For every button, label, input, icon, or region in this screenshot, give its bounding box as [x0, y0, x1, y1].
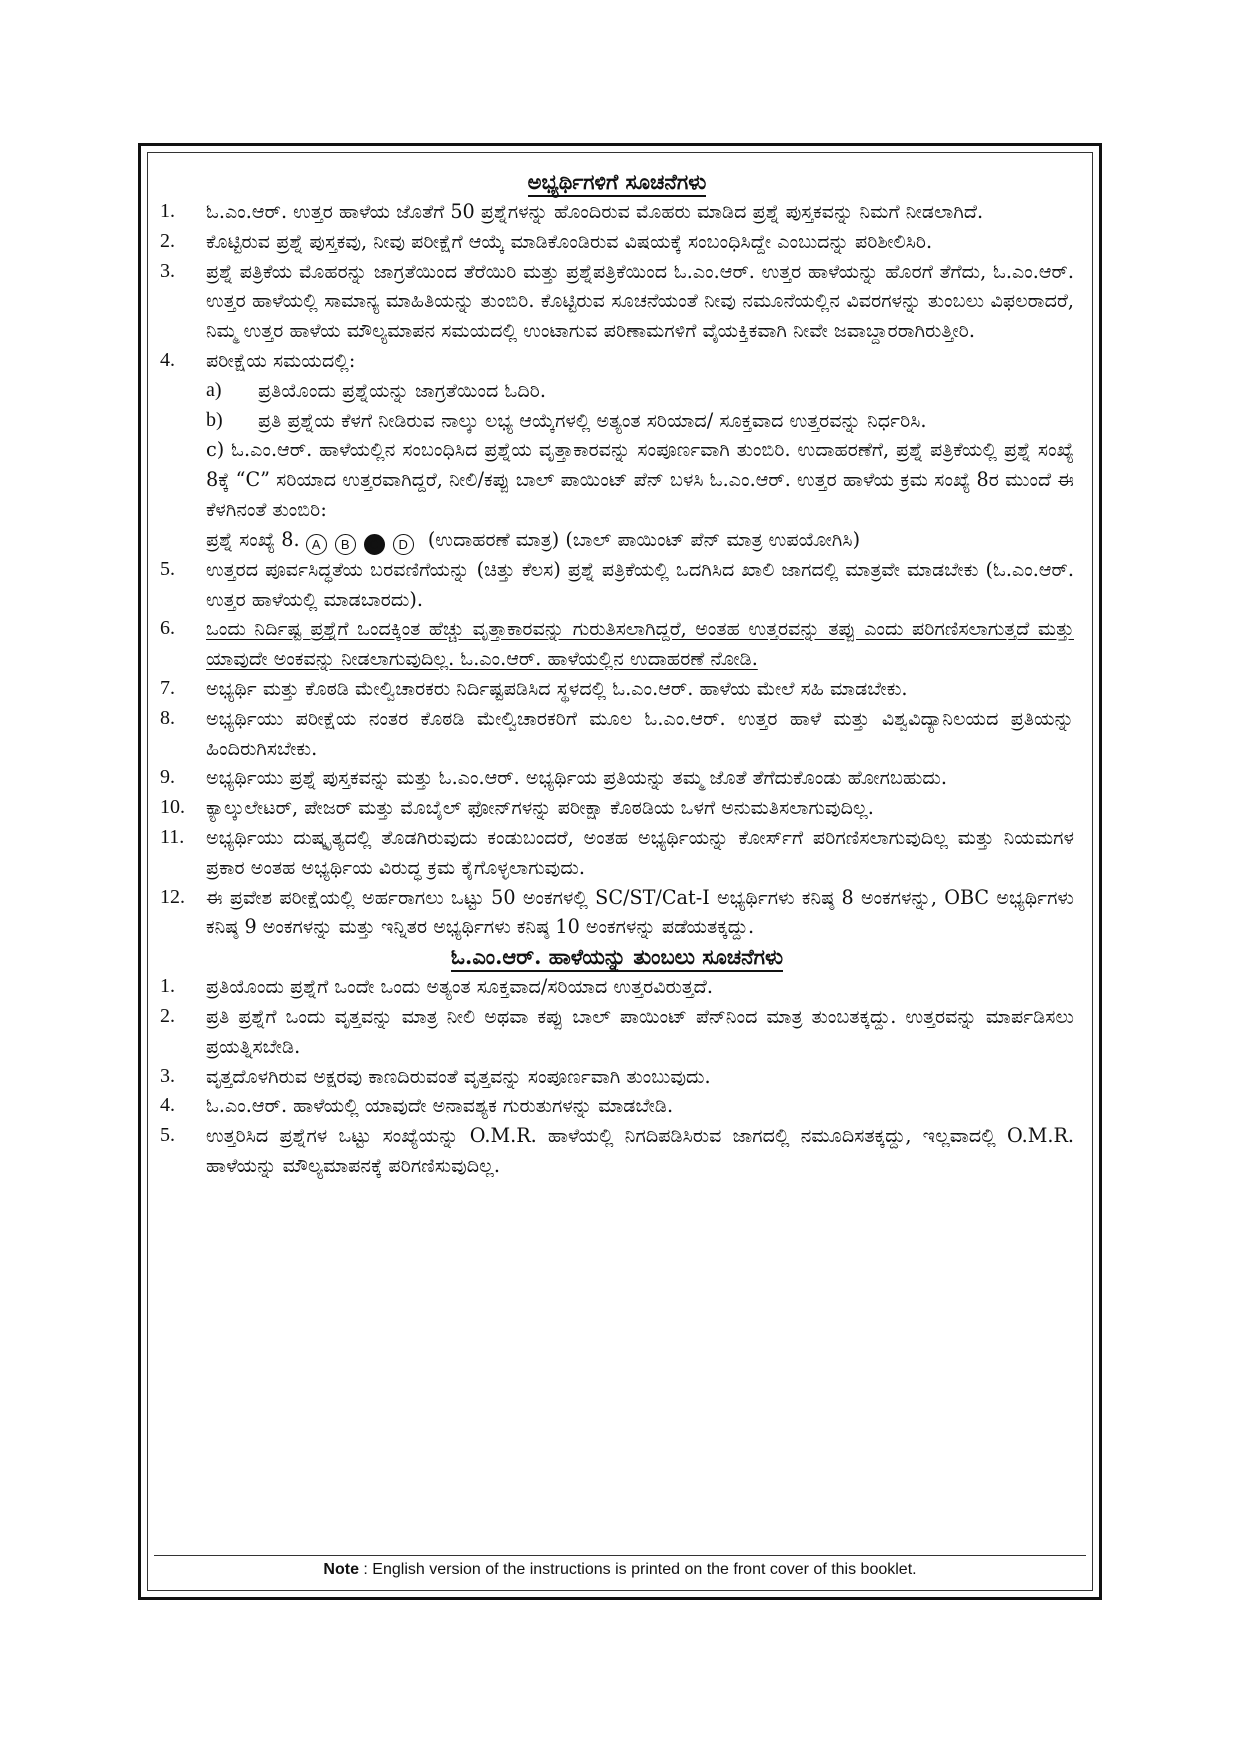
instruction-item: 10. ಕ್ಯಾಲ್ಕುಲೇಟರ್, ಪೇಜರ್ ಮತ್ತು ಮೊಬೈಲ್ ಫೋನ್‌ಗಳನ್ನು ಪರೀಕ್ಷಾ ಕೊಠಡಿಯ ಒಳಗೆ ಅನುಮತಿಸಲಾಗುವುದಿಲ್ಲ.	[160, 796, 874, 820]
omr-instruction-item: 3. ವೃತ್ತದೊಳಗಿರುವ ಅಕ್ಷರವು ಕಾಣದಿರುವಂತೆ ವೃತ್ತವನ್ನು ಸಂಪೂರ್ಣವಾಗಿ ತುಂಬುವುದು.	[160, 1064, 711, 1088]
instruction-subitem: b) ಪ್ರತಿ ಪ್ರಶ್ನೆಯ ಕೆಳಗೆ ನೀಡಿರುವ ನಾಲ್ಕು ಲಭ್ಯ ಆಯ್ಕೆಗಳಲ್ಲಿ ಅತ್ಯಂತ ಸರಿಯಾದ/ ಸೂಕ್ತವಾದ ಉತ್ತರವನ್ನು ನಿರ್ಧರಿಸಿ.	[206, 408, 927, 432]
instruction-item: 8. ಅಭ್ಯರ್ಥಿಯು ಪರೀಕ್ಷೆಯ ನಂತರ ಕೊಠಡಿ ಮೇಲ್ವಿಚಾರಕರಿಗೆ ಮೂಲ ಓ.ಎಂ.ಆರ್. ಉತ್ತರ ಹಾಳೆ ಮತ್ತು ವಿಶ್ವವಿದ್ಯಾನಿಲಯದ ಪ್ರತಿಯನ್ನು ಹಿಂದಿರುಗಿಸಬೇಕು.	[160, 706, 1074, 760]
instruction-item: 3. ಪ್ರಶ್ನೆ ಪತ್ರಿಕೆಯ ಮೊಹರನ್ನು ಜಾಗ್ರತೆಯಿಂದ ತೆರೆಯಿರಿ ಮತ್ತು ಪ್ರಶ್ನೆಪತ್ರಿಕೆಯಿಂದ ಓ.ಎಂ.ಆರ್. ಉತ್ತರ ಹಾಳೆಯನ್ನು ಹೊರಗೆ ತೆಗೆದು, ಓ.ಎಂ.ಆರ್. ಉತ್ತರ ಹಾಳೆಯಲ್ಲಿ ಸಾಮಾನ್ಯ ಮಾಹಿತಿಯನ್ನು ತುಂಬಿರಿ. ಕೊಟ್ಟಿರುವ ಸೂಚನೆಯಂತೆ ನೀವು ನಮೂನೆಯಲ್ಲಿನ ವಿವರಗಳನ್ನು ತುಂಬಲು ವಿಫಲರಾದರೆ, ನಿಮ್ಮ ಉತ್ತರ ಹಾಳೆಯ ಮೌಲ್ಯಮಾಪನ ಸಮಯದಲ್ಲಿ ಉಂಟಾಗುವ ಪರಿಣಾಮಗಳಿಗೆ ವೈಯಕ್ತಿಕವಾಗಿ ನೀವೇ ಜವಾಬ್ದಾರರಾಗಿರುತ್ತೀರಿ.	[160, 259, 1074, 343]
bubble-a-icon: A	[306, 534, 327, 555]
omr-instructions-heading: ಓ.ಎಂ.ಆರ್. ಹಾಳೆಯನ್ನು ತುಂಬಲು ಸೂಚನೆಗಳು	[160, 942, 1074, 972]
instruction-item: 1. ಓ.ಎಂ.ಆರ್. ಉತ್ತರ ಹಾಳೆಯ ಜೊತೆಗೆ 50 ಪ್ರಶ್ನೆಗಳನ್ನು ಹೊಂದಿರುವ ಮೊಹರು ಮಾಡಿದ ಪ್ರಶ್ನೆ ಪುಸ್ತಕವನ್ನು ನಿಮಗೆ ನೀಡಲಾಗಿದೆ.	[160, 200, 984, 223]
instruction-subitem-c: c) ಓ.ಎಂ.ಆರ್. ಹಾಳೆಯಲ್ಲಿನ ಸಂಬಂಧಿಸಿದ ಪ್ರಶ್ನೆಯ ವೃತ್ತಾಕಾರವನ್ನು ಸಂಪೂರ್ಣವಾಗಿ ತುಂಬಿರಿ. ಉದಾಹರಣೆಗೆ, ಪ್ರಶ್ನೆ ಪತ್ರಿಕೆಯಲ್ಲಿ ಪ್ರಶ್ನೆ ಸಂಖ್ಯೆ 8ಕ್ಕೆ “C” ಸರಿಯಾದ ಉತ್ತರವಾಗಿದ್ದರೆ, ನೀಲಿ/ಕಪ್ಪು ಬಾಲ್ ಪಾಯಿಂಟ್ ಪೆನ್ ಬಳಸಿ ಓ.ಎಂ.ಆರ್. ಉತ್ತರ ಹಾಳೆಯ ಕ್ರಮ ಸಂಖ್ಯೆ 8ರ ಮುಂದೆ ಈ ಕೆಳಗಿನಂತೆ ತುಂಬಿರಿ:	[206, 438, 1074, 521]
instruction-item: 11. ಅಭ್ಯರ್ಥಿಯು ದುಷ್ಕೃತ್ಯದಲ್ಲಿ ತೊಡಗಿರುವುದು ಕಂಡುಬಂದರೆ, ಅಂತಹ ಅಭ್ಯರ್ಥಿಯನ್ನು ಕೋರ್ಸ್‌ಗೆ ಪರಿಗಣಿಸಲಾಗುವುದಿಲ್ಲ ಮತ್ತು ನಿಯಮಗಳ ಪ್ರಕಾರ ಅಂತಹ ಅಭ್ಯರ್ಥಿಯ ವಿರುದ್ಧ ಕ್ರಮ ಕೈಗೊಳ್ಳಲಾಗುವುದು.	[160, 825, 1074, 879]
english-version-note	[154, 1555, 1086, 1584]
instruction-subitem: a) ಪ್ರತಿಯೊಂದು ಪ್ರಶ್ನೆಯನ್ನು ಜಾಗ್ರತೆಯಿಂದ ಓದಿರಿ.	[206, 378, 546, 402]
omr-instruction-item: 2. ಪ್ರತಿ ಪ್ರಶ್ನೆಗೆ ಒಂದು ವೃತ್ತವನ್ನು ಮಾತ್ರ ನೀಲಿ ಅಥವಾ ಕಪ್ಪು ಬಾಲ್ ಪಾಯಿಂಟ್ ಪೆನ್‌ನಿಂದ ಮಾತ್ರ ತುಂಬತಕ್ಕದ್ದು. ಉತ್ತರವನ್ನು ಮಾರ್ಪಡಿಸಲು ಪ್ರಯತ್ನಿಸಬೇಡಿ.	[160, 1004, 1074, 1058]
instruction-item-underlined: 6. ಒಂದು ನಿರ್ದಿಷ್ಟ ಪ್ರಶ್ನೆಗೆ ಒಂದಕ್ಕಿಂತ ಹೆಚ್ಚು ವೃತ್ತಾಕಾರವನ್ನು ಗುರುತಿಸಲಾಗಿದ್ದರೆ, ಅಂತಹ ಉತ್ತರವನ್ನು ತಪ್ಪು ಎಂದು ಪರಿಗಣಿಸಲಾಗುತ್ತದೆ ಮತ್ತು ಯಾವುದೇ ಅಂಕವನ್ನು ನೀಡಲಾಗುವುದಿಲ್ಲ. ಓ.ಎಂ.ಆರ್. ಹಾಳೆಯಲ್ಲಿನ ಉದಾಹರಣೆ ನೋಡಿ.	[160, 617, 1074, 671]
omr-instruction-item: 4. ಓ.ಎಂ.ಆರ್. ಹಾಳೆಯಲ್ಲಿ ಯಾವುದೇ ಅನಾವಶ್ಯಕ ಗುರುತುಗಳನ್ನು ಮಾಡಬೇಡಿ.	[160, 1094, 674, 1118]
instruction-item: 2. ಕೊಟ್ಟಿರುವ ಪ್ರಶ್ನೆ ಪುಸ್ತಕವು, ನೀವು ಪರೀಕ್ಷೆಗೆ ಆಯ್ಕೆ ಮಾಡಿಕೊಂಡಿರುವ ವಿಷಯಕ್ಕೆ ಸಂಬಂಧಿಸಿದ್ದೇ ಎಂಬುದನ್ನು ಪರಿಶೀಲಿಸಿರಿ.	[160, 229, 933, 253]
example-prefix: ಪ್ರಶ್ನೆ ಸಂಖ್ಯೆ 8.	[206, 527, 300, 551]
omr-bubble-example	[160, 525, 1074, 555]
instruction-item: 12. ಈ ಪ್ರವೇಶ ಪರೀಕ್ಷೆಯಲ್ಲಿ ಅರ್ಹರಾಗಲು ಒಟ್ಟು 50 ಅಂಕಗಳಲ್ಲಿ SC/ST/Cat-I ಅಭ್ಯರ್ಥಿಗಳು ಕನಿಷ್ಠ 8 ಅಂಕಗಳನ್ನು, OBC ಅಭ್ಯರ್ಥಿಗಳು ಕನಿಷ್ಠ 9 ಅಂಕಗಳನ್ನು ಮತ್ತು ಇನ್ನಿತರ ಅಭ್ಯರ್ಥಿಗಳು ಕನಿಷ್ಠ 10 ಅಂಕಗಳನ್ನು ಪಡೆಯತಕ್ಕದ್ದು.	[160, 885, 1074, 939]
instruction-item: 4. ಪರೀಕ್ಷೆಯ ಸಮಯದಲ್ಲಿ:	[160, 348, 356, 372]
example-suffix: (ಉದಾಹರಣೆ ಮಾತ್ರ) (ಬಾಲ್ ಪಾಯಿಂಟ್ ಪೆನ್ ಮಾತ್ರ ಉಪಯೋಗಿಸಿ)	[427, 527, 861, 551]
instructions-content	[160, 167, 1074, 1181]
bubble-d-icon: D	[393, 534, 414, 555]
bubble-c-filled-icon: C	[364, 534, 385, 555]
instruction-item: 5. ಉತ್ತರದ ಪೂರ್ವಸಿದ್ಧತೆಯ ಬರವಣಿಗೆಯನ್ನು (ಚಿತ್ತು ಕೆಲಸ) ಪ್ರಶ್ನೆ ಪತ್ರಿಕೆಯಲ್ಲಿ ಒದಗಿಸಿದ ಖಾಲಿ ಜಾಗದಲ್ಲಿ ಮಾತ್ರವೇ ಮಾಡಬೇಕು (ಓ.ಎಂ.ಆರ್. ಉತ್ತರ ಹಾಳೆಯಲ್ಲಿ ಮಾಡಬಾರದು).	[160, 557, 1074, 611]
omr-instruction-item: 5. ಉತ್ತರಿಸಿದ ಪ್ರಶ್ನೆಗಳ ಒಟ್ಟು ಸಂಖ್ಯೆಯನ್ನು O.M.R. ಹಾಳೆಯಲ್ಲಿ ನಿಗದಿಪಡಿಸಿರುವ ಜಾಗದಲ್ಲಿ ನಮೂದಿಸತಕ್ಕದ್ದು, ಇಲ್ಲವಾದಲ್ಲಿ O.M.R. ಹಾಳೆಯನ್ನು ಮೌಲ್ಯಮಾಪನಕ್ಕೆ ಪರಿಗಣಿಸುವುದಿಲ್ಲ.	[160, 1124, 1074, 1177]
omr-instruction-item: 1. ಪ್ರತಿಯೊಂದು ಪ್ರಶ್ನೆಗೆ ಒಂದೇ ಒಂದು ಅತ್ಯಂತ ಸೂಕ್ತವಾದ/ಸರಿಯಾದ ಉತ್ತರವಿರುತ್ತದೆ.	[160, 975, 713, 999]
bubble-b-icon: B	[335, 534, 356, 555]
instructions-inner-border	[147, 152, 1093, 1591]
candidate-instructions-heading: ಅಭ್ಯರ್ಥಿಗಳಿಗೆ ಸೂಚನೆಗಳು	[160, 167, 1074, 197]
note-text: : English version of the instructions is printed on the front cover of this booklet.	[358, 1561, 917, 1578]
instruction-item: 9. ಅಭ್ಯರ್ಥಿಯು ಪ್ರಶ್ನೆ ಪುಸ್ತಕವನ್ನು ಮತ್ತು ಓ.ಎಂ.ಆರ್. ಅಭ್ಯರ್ಥಿಯ ಪ್ರತಿಯನ್ನು ತಮ್ಮ ಜೊತೆ ತೆಗೆದುಕೊಂಡು ಹೋಗಬಹುದು.	[160, 766, 947, 790]
instructions-frame	[138, 143, 1102, 1600]
note-label: Note	[323, 1561, 359, 1578]
instruction-item: 7. ಅಭ್ಯರ್ಥಿ ಮತ್ತು ಕೊಠಡಿ ಮೇಲ್ವಿಚಾರಕರು ನಿರ್ದಿಷ್ಟಪಡಿಸಿದ ಸ್ಥಳದಲ್ಲಿ ಓ.ಎಂ.ಆರ್. ಹಾಳೆಯ ಮೇಲೆ ಸಹಿ ಮಾಡಬೇಕು.	[160, 676, 908, 700]
